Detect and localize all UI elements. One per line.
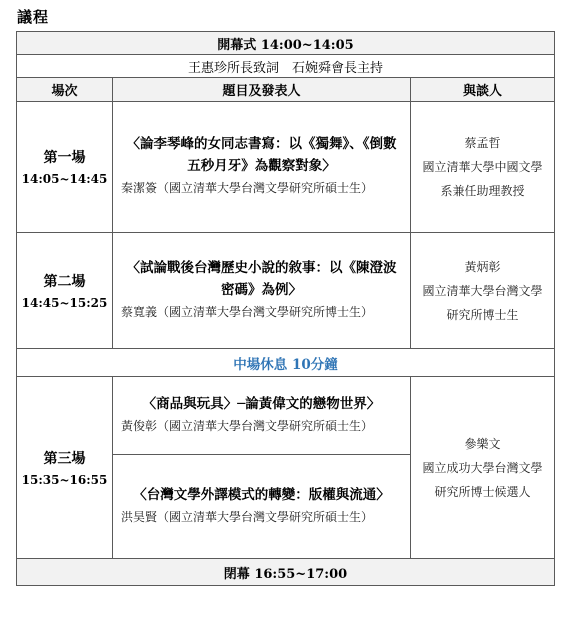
discussant-name: 黃炳彰 bbox=[464, 259, 501, 274]
discussant-cell bbox=[411, 377, 555, 559]
session-name: 第一場 bbox=[43, 150, 86, 166]
discussant-affiliation: 國立清華大學中國文學系兼任助理教授 bbox=[422, 160, 543, 198]
session-name: 第二場 bbox=[43, 273, 86, 290]
talk-title: 〈論李琴峰的女同志書寫：以《獨舞》、《倒數五秒月牙》為觀察對象〉 bbox=[126, 136, 397, 174]
discussant-affiliation: 國立清華大學台灣文學研究所博士生 bbox=[422, 283, 543, 322]
session-cell bbox=[17, 377, 113, 559]
session-time: 14:45~15:25 bbox=[21, 295, 108, 310]
discussant-name: 蔡孟哲 bbox=[464, 136, 501, 150]
break-row: 中場休息 10分鐘 bbox=[17, 349, 555, 377]
opening-hosts: 王惠珍所長致詞 石婉舜會長主持 bbox=[17, 55, 555, 78]
session-row bbox=[17, 377, 555, 455]
header-topic: 題目及發表人 bbox=[113, 78, 411, 102]
closing-row: 閉幕 16:55~17:00 bbox=[17, 559, 555, 586]
talk-title: 〈商品與玩具〉─論黃偉文的戀物世界〉 bbox=[142, 395, 381, 412]
talk-speaker: 洪昊賢（國立清華大學台灣文學研究所碩士生） bbox=[121, 509, 374, 524]
talk-speaker: 秦潔簽（國立清華大學台灣文學研究所碩士生） bbox=[121, 181, 374, 195]
session-name: 第三場 bbox=[43, 450, 86, 467]
talk-title: 〈台灣文學外譯模式的轉變：版權與流通〉 bbox=[133, 486, 390, 503]
session-time: 14:05~14:45 bbox=[21, 172, 108, 186]
talk-cell bbox=[113, 102, 411, 233]
header-session: 場次 bbox=[17, 78, 113, 102]
page-title: 議程 bbox=[17, 8, 50, 26]
talk-title: 〈試論戰後台灣歷史小說的敘事：以《陳澄波密碼》為例〉 bbox=[126, 259, 397, 298]
opening-row: 開幕式 14:00~14:05 bbox=[17, 32, 555, 55]
talk-cell bbox=[113, 455, 411, 559]
session-time: 15:35~16:55 bbox=[21, 472, 108, 487]
session-cell bbox=[17, 233, 113, 349]
session-row bbox=[17, 102, 555, 233]
discussant-cell bbox=[411, 102, 555, 233]
session-cell bbox=[17, 102, 113, 233]
talk-cell bbox=[113, 377, 411, 455]
agenda-table bbox=[16, 31, 555, 586]
discussant-affiliation: 國立成功大學台灣文學研究所博士候選人 bbox=[422, 460, 543, 499]
session-row bbox=[17, 233, 555, 349]
talk-speaker: 黃俊彰（國立清華大學台灣文學研究所碩士生） bbox=[121, 418, 374, 433]
discussant-cell bbox=[411, 233, 555, 349]
header-discussant: 與談人 bbox=[411, 78, 555, 102]
discussant-name: 參樂文 bbox=[464, 436, 501, 451]
talk-speaker: 蔡寬義（國立清華大學台灣文學研究所博士生） bbox=[121, 304, 374, 319]
talk-cell bbox=[113, 233, 411, 349]
